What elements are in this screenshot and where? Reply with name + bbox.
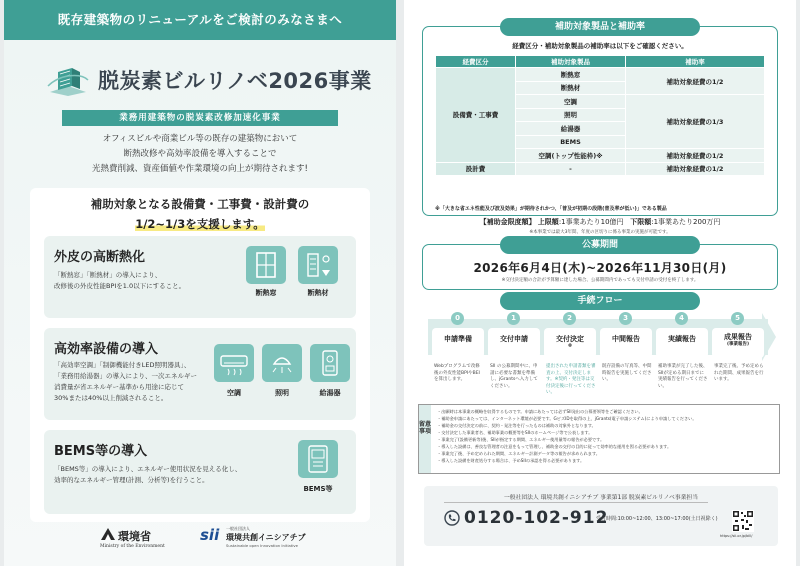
step-number: 5: [731, 312, 744, 325]
limit-note: ※本事業では最大3年間、年度の区切りに係る事業の実施が可能です。: [529, 230, 671, 235]
moe-mark-icon: [100, 526, 116, 542]
contact-box: [424, 486, 778, 546]
bems-icon: [298, 440, 338, 478]
step-title: 交付決定: [556, 335, 584, 343]
subsidy-table: [435, 55, 765, 176]
step-desc: 既存設備の写真等、中間時報告を実施してください。: [602, 364, 652, 382]
note-line: ・出願時は本事業の概略を収得するものです。申請にあたっては必ずSII発出の公募要領等をご確認ください。: [437, 409, 643, 414]
step-title: 交付申請: [500, 335, 528, 343]
left-body: [4, 40, 396, 566]
moe-sub: Ministry of the Environment: [100, 544, 165, 549]
step-number: 1: [507, 312, 520, 325]
panel-text-line: 「断熱窓」「断熱材」の導入により、: [54, 271, 162, 279]
note-line: ・導入した設備は、善良な管理者の注意をもって管理し、補助金の交付の目的に従って効率的な運用を図る必要があります。: [437, 444, 672, 449]
page-title: 脱炭素ビルリノベ2026事業: [98, 69, 372, 93]
right-page: [404, 0, 796, 566]
table-cell-rate: 補助対象経費の1/2: [626, 68, 765, 95]
note-line: ・補助金申請にあたっては、インターネット環境が必要です。GビズIDを取得の上、jGrants(電子申請システム)により申請してください。: [437, 416, 697, 421]
section-title-subsidy: 補助対象製品と補助率: [500, 18, 700, 36]
table-row: [436, 68, 765, 82]
step-card: [488, 328, 540, 358]
panel-text-line: 消費量が省エネルギー基準から用途に応じて: [54, 383, 184, 391]
table-cell: -: [516, 162, 626, 176]
table-cell: 断熱材: [516, 81, 626, 95]
icon-label: 照明: [275, 389, 289, 397]
sii-mark: sii: [200, 526, 220, 544]
step-card: [656, 328, 708, 358]
section-title-flow: 手続フロー: [500, 292, 700, 310]
panel-heading: 高効率設備の導入: [54, 342, 159, 357]
water-heater-icon: [310, 344, 350, 382]
table-row: [436, 162, 765, 176]
phone-number[interactable]: 0120-102-912: [464, 508, 609, 528]
icon-label: 給湯器: [319, 389, 341, 397]
panel-heading: BEMS等の導入: [54, 444, 148, 459]
section-title-period: 公募期間: [500, 236, 700, 254]
step-desc: 補助事業が完了した後、SIIが定める期日までに実績報告を行ってください。: [658, 364, 708, 389]
contact-org: 一般社団法人 環境共創イニシアチブ 事業第1部 脱炭素ビルリノベ事業担当: [503, 495, 699, 501]
qr-url[interactable]: https://sii.or.jp/bill/: [720, 534, 753, 538]
subsidy-limit: [423, 217, 777, 227]
notes-label: 留意事項: [419, 405, 431, 473]
step-card: [544, 328, 596, 358]
subsidy-headline: [30, 188, 370, 234]
panel-text-line: 改修後の外皮性能BPIを1.0以下にすること。: [54, 282, 186, 290]
note-line: ・導入した設備を財産処分する場合は、予めSIIの承認を得る必要があります。: [437, 458, 585, 463]
panel-text: [54, 270, 185, 292]
subsidy-line-2: 1/2~1/3を支援します。: [135, 217, 265, 231]
top-banner: 既存建築物のリニューアルをご検討のみなさまへ: [4, 0, 396, 40]
table-header: 補助率: [626, 56, 765, 68]
intro-line: オフィスビルや商業ビル等の既存の建築物において: [102, 134, 298, 144]
step-title: 実績報告: [668, 335, 696, 343]
table-cell-rate: 補助対象経費の1/2: [626, 162, 765, 176]
icon-label: BEMS等: [303, 485, 333, 493]
step-title: 中間報告: [612, 335, 640, 343]
table-cell: 照明: [516, 108, 626, 122]
limit-lower: :1事業あたり200万円: [651, 218, 721, 226]
intro-line: 断熱改修や高効率設備を導入することで: [123, 149, 277, 159]
step-title: 成果報告: [724, 333, 752, 341]
panel-heading: 外皮の高断熱化: [54, 250, 146, 265]
flow-arrow-tip-icon: [762, 313, 776, 361]
sii-small: 一般社団法人: [226, 526, 250, 531]
phone-icon: [444, 510, 460, 526]
note-line: ・事業完了(設備更新等)後、SIIが指定する期間、エネルギー使用量等の報告が必要です。: [437, 437, 605, 442]
step-title: 申請準備: [444, 335, 472, 343]
step-card: [600, 328, 652, 358]
subsidy-card: [30, 188, 370, 522]
table-cell: 空調: [516, 95, 626, 109]
limit-upper: :1事業あたり10億円: [558, 218, 624, 226]
step-number: 4: [675, 312, 688, 325]
asterisk-note: ※「大きな省エネ性能及び波及効果」が期待されかつ、「普及が初期の段階(普及率が低い)」である製品: [435, 206, 667, 212]
window-icon: [246, 246, 286, 284]
panel-bems: [44, 430, 356, 514]
table-cell: 空調(トップ性能枠)※: [516, 149, 626, 163]
table-cell: 断熱窓: [516, 68, 626, 82]
qr-code-icon[interactable]: [732, 510, 754, 532]
step-sub: (事業報告): [726, 342, 750, 347]
notes-text: [437, 408, 777, 464]
application-period: 2026年6月4日(木)~2026年11月30日(月): [473, 261, 727, 275]
table-header: 経費区分: [436, 56, 516, 68]
moe-name: 環境省: [118, 530, 151, 543]
limit-label: 【補助金限度額】: [479, 218, 536, 226]
step-card: [712, 328, 764, 358]
intro-line: 光熱費削減、資産価値や作業環境の向上が期待されます!: [92, 164, 308, 174]
procedure-flow: [428, 312, 774, 412]
icon-label: 断熱窓: [255, 289, 277, 297]
subtitle-ribbon: 業務用建築物の脱炭素改修加速化事業: [62, 110, 338, 126]
subsidy-line-1: 補助対象となる設備費・工事費・設計費の: [90, 197, 310, 211]
subsidy-table-box: [422, 26, 778, 235]
limit-lower-label: 下限額: [630, 218, 652, 226]
sii-name: 環境共創イニシアチブ: [226, 533, 306, 542]
icon-label: 空調: [227, 389, 241, 397]
table-header-row: [436, 56, 765, 68]
panel-envelope: [44, 236, 356, 318]
footer-logos: [4, 526, 396, 566]
step-desc: Webプログラムで改修後の外皮性能BPIやBEIを算出します。: [434, 364, 480, 382]
panel-text-line: 「業務用給湯器」の導入により、一次エネルギー: [54, 372, 197, 380]
step-number: 0: [451, 312, 464, 325]
step-number: 3: [619, 312, 632, 325]
lighting-icon: [262, 344, 302, 382]
reception-hours: 受付時間:10:00~12:00、13:00~17:00(土日祝除く): [596, 516, 718, 522]
table-cell-category: 設備費・工事費: [436, 68, 516, 163]
left-page: [4, 0, 396, 566]
notes-box: [418, 404, 780, 474]
note-line: ・補助金の交付決定の前に、契約・発注等を行ったものは補助の対象外となります。: [437, 423, 596, 428]
panel-text-line: 30%または40%以上削減されること。: [54, 394, 168, 402]
step-card: [432, 328, 484, 358]
panel-text: [54, 360, 197, 404]
panel-text-line: 効率的なエネルギー管理(計測、分析等)を行うこと。: [54, 476, 209, 484]
step-desc: 提出された申請書類を審査の上、交付決定します。※契約・発注等は交付決定後に行ってください。: [546, 364, 596, 395]
note-line: ・事業完了後、予め定められた期間、エネルギー計測データ等の報告が求められます。: [437, 451, 600, 456]
insulation-icon: [298, 246, 338, 284]
sii-en: Sustainable open Innovation Initiative: [226, 543, 298, 548]
panel-text-line: 「BEMS等」の導入により、エネルギー使用状況を見える化し、: [54, 465, 242, 473]
table-cell-rate: 補助対象経費の1/2: [626, 149, 765, 163]
table-header: 補助対象製品: [516, 56, 626, 68]
period-note: ※交付決定額の合計が予算額に達した場合、公募期間内であっても交付申請の受付を終了します。: [501, 278, 699, 283]
table-cell: 給湯器: [516, 122, 626, 136]
table-cell: BEMS: [516, 135, 626, 149]
table-cell-category: 設計費: [436, 162, 516, 176]
limit-upper-label: 上限額: [537, 218, 559, 226]
panel-text: [54, 464, 241, 486]
step-desc: SII の公募期間中に、申請に必要な書類を準備し、jGrantsへ入力してください。: [490, 364, 538, 389]
air-conditioner-icon: [214, 344, 254, 382]
panel-text-line: 「高効率空調」「制御機能付きLED照明器具」、: [54, 361, 191, 369]
note-line: ・交付決定した事業者名、補助事業の概要等をSIIのホームページ等で公表します。: [437, 430, 593, 435]
intro-text: [4, 132, 396, 177]
building-logo-icon: [46, 64, 90, 96]
panel-equipment: [44, 328, 356, 420]
step-sub: ※: [567, 344, 573, 349]
table-cell-rate: 補助対象経費の1/3: [626, 95, 765, 149]
step-desc: 事業完了後、予め定められた期間、成果報告を行います。: [714, 364, 764, 382]
icon-label: 断熱材: [307, 289, 329, 297]
step-number: 2: [563, 312, 576, 325]
sii-logo: [200, 526, 306, 548]
divider: [444, 502, 708, 503]
table-note: 経費区分・補助対象製品の補助率は以下をご確認ください。: [512, 42, 688, 50]
title-row: [46, 64, 372, 96]
